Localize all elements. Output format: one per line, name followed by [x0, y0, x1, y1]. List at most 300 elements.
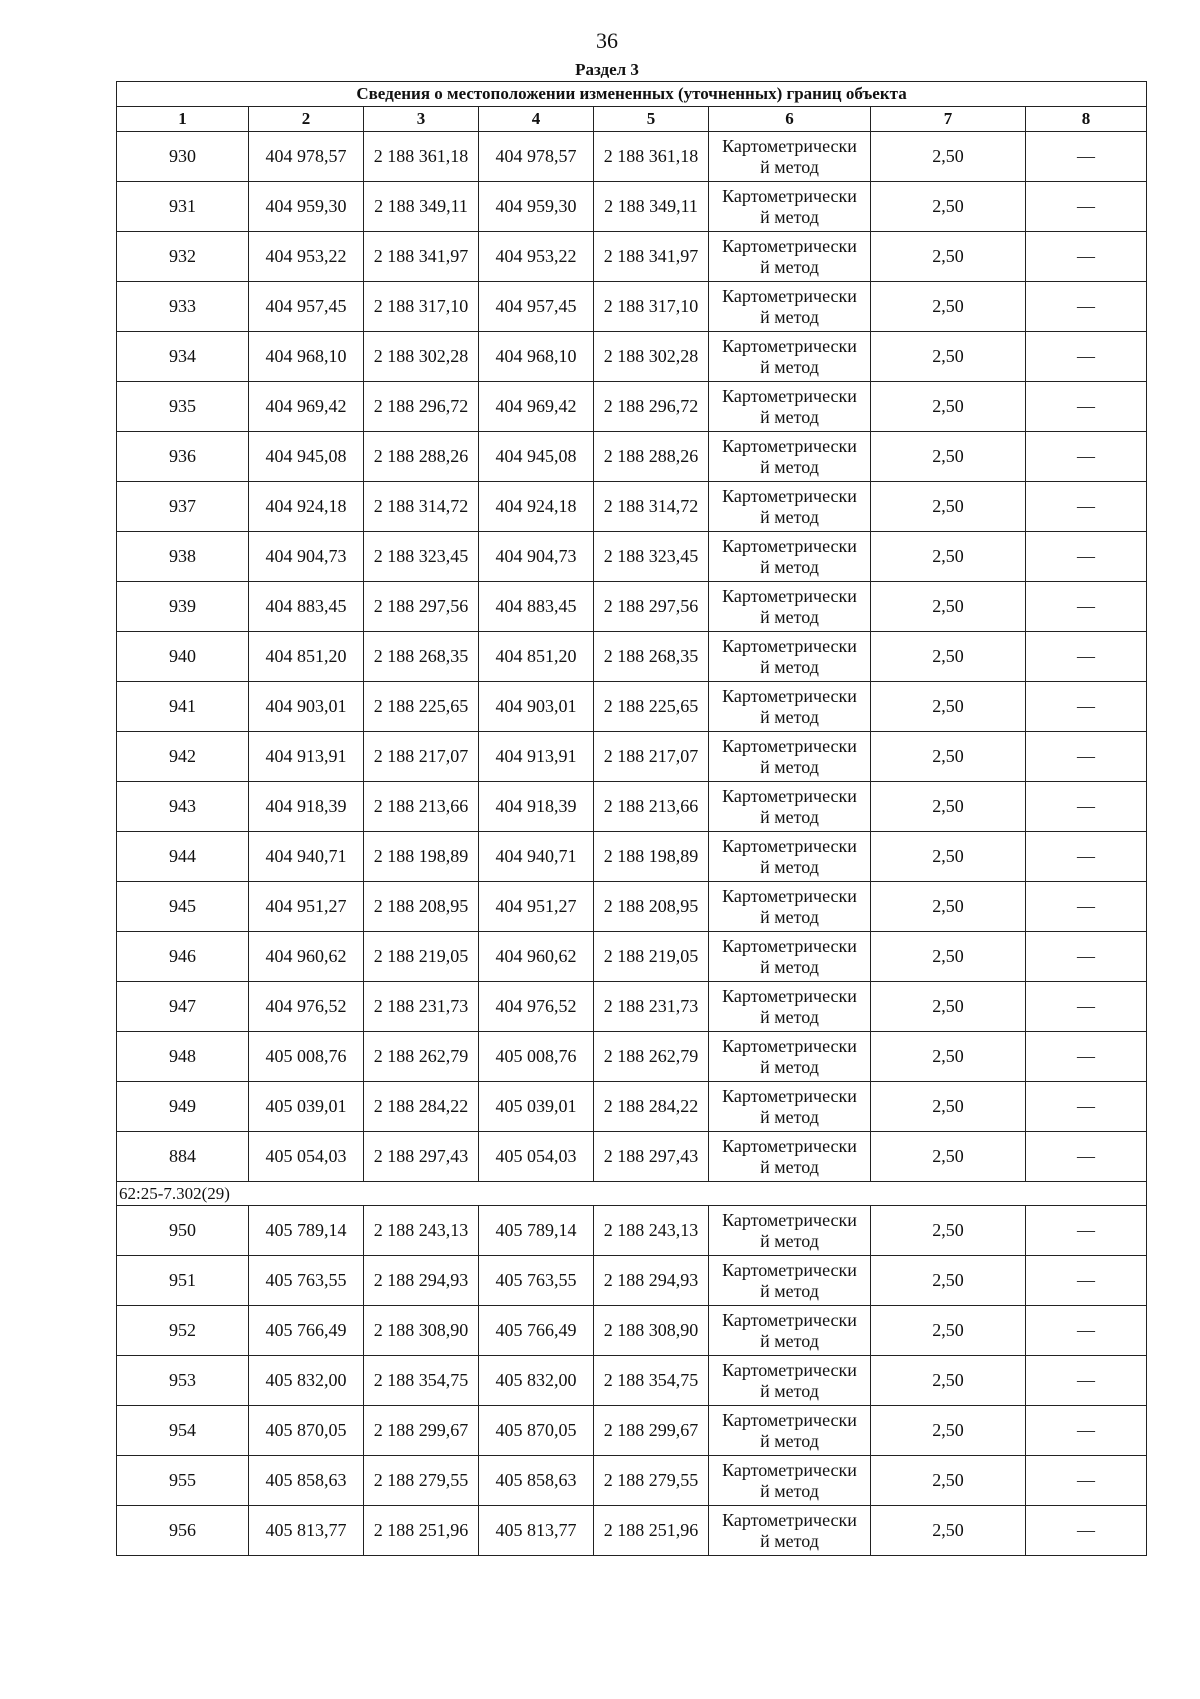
x-coordinate-new: 405 832,00 — [479, 1356, 594, 1406]
point-number: 941 — [117, 682, 249, 732]
x-coordinate-new: 404 976,52 — [479, 982, 594, 1032]
method-text-line2: й метод — [760, 1006, 819, 1027]
x-coordinate-new: 404 978,57 — [479, 132, 594, 182]
precision-value: 2,50 — [871, 1132, 1026, 1182]
x-coordinate-new: 405 813,77 — [479, 1506, 594, 1556]
y-coordinate-new: 2 188 294,93 — [594, 1256, 709, 1306]
method-text-line1: Картометрически — [722, 535, 857, 556]
method-text-line2: й метод — [760, 556, 819, 577]
method-cell — [709, 782, 871, 832]
x-coordinate-new: 404 959,30 — [479, 182, 594, 232]
dash-mark: — — [1026, 1206, 1147, 1256]
y-coordinate-new: 2 188 349,11 — [594, 182, 709, 232]
dash-mark: — — [1026, 882, 1147, 932]
y-coordinate-new: 2 188 279,55 — [594, 1456, 709, 1506]
precision-value: 2,50 — [871, 232, 1026, 282]
dash-mark: — — [1026, 1256, 1147, 1306]
table-row — [117, 282, 1147, 332]
precision-value: 2,50 — [871, 132, 1026, 182]
y-coordinate-new: 2 188 317,10 — [594, 282, 709, 332]
y-coordinate-old: 2 188 225,65 — [364, 682, 479, 732]
point-number: 944 — [117, 832, 249, 882]
point-number: 954 — [117, 1406, 249, 1456]
dash-mark: — — [1026, 232, 1147, 282]
y-coordinate-new: 2 188 288,26 — [594, 432, 709, 482]
x-coordinate-new: 404 969,42 — [479, 382, 594, 432]
table-row — [117, 1082, 1147, 1132]
x-coordinate-old: 405 763,55 — [249, 1256, 364, 1306]
y-coordinate-new: 2 188 231,73 — [594, 982, 709, 1032]
table-row — [117, 232, 1147, 282]
x-coordinate-old: 404 969,42 — [249, 382, 364, 432]
method-text-line2: й метод — [760, 1230, 819, 1251]
dash-mark: — — [1026, 1506, 1147, 1556]
dash-mark: — — [1026, 532, 1147, 582]
method-cell — [709, 332, 871, 382]
table-row — [117, 1306, 1147, 1356]
y-coordinate-new: 2 188 297,43 — [594, 1132, 709, 1182]
method-text-line1: Картометрически — [722, 835, 857, 856]
method-text-line1: Картометрически — [722, 1359, 857, 1380]
x-coordinate-new: 405 008,76 — [479, 1032, 594, 1082]
precision-value: 2,50 — [871, 182, 1026, 232]
table-caption-row — [117, 82, 1147, 107]
precision-value: 2,50 — [871, 1206, 1026, 1256]
y-coordinate-new: 2 188 361,18 — [594, 132, 709, 182]
method-text-line2: й метод — [760, 1430, 819, 1451]
method-text-line1: Картометрически — [722, 585, 857, 606]
x-coordinate-new: 404 903,01 — [479, 682, 594, 732]
y-coordinate-new: 2 188 268,35 — [594, 632, 709, 682]
method-text-line1: Картометрически — [722, 735, 857, 756]
dash-mark: — — [1026, 1082, 1147, 1132]
table-row — [117, 182, 1147, 232]
precision-value: 2,50 — [871, 782, 1026, 832]
x-coordinate-old: 404 918,39 — [249, 782, 364, 832]
method-text-line2: й метод — [760, 506, 819, 527]
x-coordinate-old: 404 924,18 — [249, 482, 364, 532]
x-coordinate-new: 404 940,71 — [479, 832, 594, 882]
point-number: 938 — [117, 532, 249, 582]
table-row — [117, 432, 1147, 482]
method-cell — [709, 382, 871, 432]
x-coordinate-new: 404 883,45 — [479, 582, 594, 632]
x-coordinate-new: 405 766,49 — [479, 1306, 594, 1356]
method-cell — [709, 1206, 871, 1256]
method-text-line2: й метод — [760, 156, 819, 177]
dash-mark: — — [1026, 1032, 1147, 1082]
precision-value: 2,50 — [871, 1256, 1026, 1306]
x-coordinate-old: 405 832,00 — [249, 1356, 364, 1406]
table-row — [117, 982, 1147, 1032]
table-row — [117, 1406, 1147, 1456]
precision-value: 2,50 — [871, 1032, 1026, 1082]
y-coordinate-new: 2 188 314,72 — [594, 482, 709, 532]
point-number: 934 — [117, 332, 249, 382]
x-coordinate-new: 404 960,62 — [479, 932, 594, 982]
method-text-line2: й метод — [760, 606, 819, 627]
x-coordinate-new: 405 789,14 — [479, 1206, 594, 1256]
point-number: 942 — [117, 732, 249, 782]
x-coordinate-new: 404 924,18 — [479, 482, 594, 532]
x-coordinate-old: 405 008,76 — [249, 1032, 364, 1082]
method-text-line1: Картометрически — [722, 635, 857, 656]
dash-mark: — — [1026, 1356, 1147, 1406]
dash-mark: — — [1026, 832, 1147, 882]
dash-mark: — — [1026, 682, 1147, 732]
table-row — [117, 632, 1147, 682]
y-coordinate-old: 2 188 251,96 — [364, 1506, 479, 1556]
y-coordinate-new: 2 188 302,28 — [594, 332, 709, 382]
dash-mark: — — [1026, 1456, 1147, 1506]
parcel-number: 62:25-7.302(29) — [117, 1182, 1147, 1206]
point-number: 952 — [117, 1306, 249, 1356]
dash-mark: — — [1026, 982, 1147, 1032]
table-caption: Сведения о местоположении измененных (уточненных) границ объекта — [117, 82, 1147, 107]
y-coordinate-old: 2 188 262,79 — [364, 1032, 479, 1082]
method-cell — [709, 1082, 871, 1132]
table-row — [117, 1032, 1147, 1082]
x-coordinate-new: 404 945,08 — [479, 432, 594, 482]
method-cell — [709, 632, 871, 682]
x-coordinate-old: 404 940,71 — [249, 832, 364, 882]
column-number: 5 — [594, 107, 709, 132]
method-cell — [709, 932, 871, 982]
y-coordinate-new: 2 188 299,67 — [594, 1406, 709, 1456]
method-text-line1: Картометрически — [722, 1209, 857, 1230]
y-coordinate-new: 2 188 198,89 — [594, 832, 709, 882]
point-number: 945 — [117, 882, 249, 932]
x-coordinate-old: 404 959,30 — [249, 182, 364, 232]
precision-value: 2,50 — [871, 1356, 1026, 1406]
method-text-line1: Картометрически — [722, 335, 857, 356]
table-row — [117, 1132, 1147, 1182]
dash-mark: — — [1026, 482, 1147, 532]
y-coordinate-new: 2 188 308,90 — [594, 1306, 709, 1356]
dash-mark: — — [1026, 182, 1147, 232]
table-row — [117, 132, 1147, 182]
method-text-line1: Картометрически — [722, 1035, 857, 1056]
table-row — [117, 1256, 1147, 1306]
dash-mark: — — [1026, 382, 1147, 432]
x-coordinate-new: 404 918,39 — [479, 782, 594, 832]
precision-value: 2,50 — [871, 482, 1026, 532]
x-coordinate-new: 404 913,91 — [479, 732, 594, 782]
column-number-row — [117, 107, 1147, 132]
precision-value: 2,50 — [871, 682, 1026, 732]
x-coordinate-old: 405 858,63 — [249, 1456, 364, 1506]
table-row — [117, 882, 1147, 932]
method-text-line2: й метод — [760, 256, 819, 277]
method-text-line2: й метод — [760, 1280, 819, 1301]
y-coordinate-new: 2 188 354,75 — [594, 1356, 709, 1406]
y-coordinate-old: 2 188 317,10 — [364, 282, 479, 332]
point-number: 939 — [117, 582, 249, 632]
x-coordinate-new: 405 039,01 — [479, 1082, 594, 1132]
point-number: 931 — [117, 182, 249, 232]
method-text-line1: Картометрически — [722, 685, 857, 706]
method-text-line2: й метод — [760, 1056, 819, 1077]
dash-mark: — — [1026, 332, 1147, 382]
y-coordinate-old: 2 188 297,56 — [364, 582, 479, 632]
x-coordinate-old: 404 883,45 — [249, 582, 364, 632]
dash-mark: — — [1026, 732, 1147, 782]
x-coordinate-old: 405 870,05 — [249, 1406, 364, 1456]
y-coordinate-new: 2 188 243,13 — [594, 1206, 709, 1256]
column-number: 1 — [117, 107, 249, 132]
x-coordinate-old: 404 976,52 — [249, 982, 364, 1032]
y-coordinate-old: 2 188 308,90 — [364, 1306, 479, 1356]
x-coordinate-old: 404 904,73 — [249, 532, 364, 582]
method-text-line2: й метод — [760, 1380, 819, 1401]
y-coordinate-old: 2 188 302,28 — [364, 332, 479, 382]
table-row — [117, 1206, 1147, 1256]
x-coordinate-old: 404 945,08 — [249, 432, 364, 482]
x-coordinate-new: 404 968,10 — [479, 332, 594, 382]
y-coordinate-new: 2 188 262,79 — [594, 1032, 709, 1082]
table-row — [117, 582, 1147, 632]
table-row — [117, 932, 1147, 982]
x-coordinate-new: 405 763,55 — [479, 1256, 594, 1306]
method-text-line1: Картометрически — [722, 1309, 857, 1330]
y-coordinate-old: 2 188 198,89 — [364, 832, 479, 882]
precision-value: 2,50 — [871, 1306, 1026, 1356]
point-number: 935 — [117, 382, 249, 432]
method-text-line2: й метод — [760, 706, 819, 727]
x-coordinate-old: 405 813,77 — [249, 1506, 364, 1556]
precision-value: 2,50 — [871, 432, 1026, 482]
point-number: 933 — [117, 282, 249, 332]
x-coordinate-old: 405 766,49 — [249, 1306, 364, 1356]
point-number: 943 — [117, 782, 249, 832]
dash-mark: — — [1026, 932, 1147, 982]
method-text-line1: Картометрически — [722, 185, 857, 206]
table-body — [117, 82, 1147, 1556]
precision-value: 2,50 — [871, 732, 1026, 782]
y-coordinate-old: 2 188 314,72 — [364, 482, 479, 532]
point-number: 950 — [117, 1206, 249, 1256]
method-text-line1: Картометрически — [722, 385, 857, 406]
method-text-line2: й метод — [760, 206, 819, 227]
x-coordinate-old: 404 903,01 — [249, 682, 364, 732]
y-coordinate-new: 2 188 219,05 — [594, 932, 709, 982]
precision-value: 2,50 — [871, 932, 1026, 982]
method-cell — [709, 1406, 871, 1456]
y-coordinate-new: 2 188 341,97 — [594, 232, 709, 282]
method-cell — [709, 1032, 871, 1082]
page-number: 36 — [596, 28, 618, 53]
method-cell — [709, 132, 871, 182]
method-cell — [709, 582, 871, 632]
dash-mark: — — [1026, 632, 1147, 682]
boundary-table — [116, 81, 1147, 1556]
method-cell — [709, 732, 871, 782]
method-cell — [709, 432, 871, 482]
point-number: 949 — [117, 1082, 249, 1132]
method-text-line2: й метод — [760, 1156, 819, 1177]
y-coordinate-old: 2 188 213,66 — [364, 782, 479, 832]
method-text-line1: Картометрически — [722, 785, 857, 806]
precision-value: 2,50 — [871, 582, 1026, 632]
table-row — [117, 1506, 1147, 1556]
y-coordinate-old: 2 188 341,97 — [364, 232, 479, 282]
point-number: 930 — [117, 132, 249, 182]
column-number: 6 — [709, 107, 871, 132]
y-coordinate-new: 2 188 284,22 — [594, 1082, 709, 1132]
method-text-line1: Картометрически — [722, 935, 857, 956]
precision-value: 2,50 — [871, 1506, 1026, 1556]
precision-value: 2,50 — [871, 982, 1026, 1032]
method-text-line1: Картометрически — [722, 485, 857, 506]
column-number: 2 — [249, 107, 364, 132]
method-cell — [709, 882, 871, 932]
y-coordinate-old: 2 188 323,45 — [364, 532, 479, 582]
point-number: 951 — [117, 1256, 249, 1306]
point-number: 953 — [117, 1356, 249, 1406]
method-cell — [709, 682, 871, 732]
column-number: 7 — [871, 107, 1026, 132]
precision-value: 2,50 — [871, 532, 1026, 582]
table-row — [117, 482, 1147, 532]
y-coordinate-old: 2 188 297,43 — [364, 1132, 479, 1182]
method-text-line1: Картометрически — [722, 1135, 857, 1156]
method-text-line2: й метод — [760, 806, 819, 827]
method-text-line2: й метод — [760, 756, 819, 777]
y-coordinate-new: 2 188 323,45 — [594, 532, 709, 582]
method-text-line2: й метод — [760, 406, 819, 427]
precision-value: 2,50 — [871, 332, 1026, 382]
dash-mark: — — [1026, 782, 1147, 832]
x-coordinate-old: 404 953,22 — [249, 232, 364, 282]
x-coordinate-old: 404 951,27 — [249, 882, 364, 932]
section-title: Раздел 3 — [575, 60, 639, 79]
method-text-line1: Картометрически — [722, 985, 857, 1006]
method-cell — [709, 982, 871, 1032]
method-text-line1: Картометрически — [722, 135, 857, 156]
y-coordinate-new: 2 188 208,95 — [594, 882, 709, 932]
method-cell — [709, 1256, 871, 1306]
y-coordinate-new: 2 188 297,56 — [594, 582, 709, 632]
method-text-line1: Картометрически — [722, 235, 857, 256]
table-row — [117, 782, 1147, 832]
x-coordinate-old: 405 039,01 — [249, 1082, 364, 1132]
method-cell — [709, 532, 871, 582]
y-coordinate-old: 2 188 268,35 — [364, 632, 479, 682]
y-coordinate-new: 2 188 251,96 — [594, 1506, 709, 1556]
y-coordinate-old: 2 188 231,73 — [364, 982, 479, 1032]
method-cell — [709, 1506, 871, 1556]
method-text-line2: й метод — [760, 1106, 819, 1127]
method-text-line1: Картометрически — [722, 1085, 857, 1106]
method-cell — [709, 832, 871, 882]
x-coordinate-old: 405 054,03 — [249, 1132, 364, 1182]
precision-value: 2,50 — [871, 882, 1026, 932]
parcel-group-row — [117, 1182, 1147, 1206]
method-text-line2: й метод — [760, 1530, 819, 1551]
method-text-line2: й метод — [760, 356, 819, 377]
point-number: 946 — [117, 932, 249, 982]
method-text-line1: Картометрически — [722, 1509, 857, 1530]
x-coordinate-old: 404 978,57 — [249, 132, 364, 182]
dash-mark: — — [1026, 132, 1147, 182]
x-coordinate-new: 404 904,73 — [479, 532, 594, 582]
y-coordinate-old: 2 188 299,67 — [364, 1406, 479, 1456]
x-coordinate-new: 404 851,20 — [479, 632, 594, 682]
y-coordinate-new: 2 188 225,65 — [594, 682, 709, 732]
dash-mark: — — [1026, 1406, 1147, 1456]
y-coordinate-old: 2 188 349,11 — [364, 182, 479, 232]
precision-value: 2,50 — [871, 832, 1026, 882]
method-cell — [709, 282, 871, 332]
column-number: 8 — [1026, 107, 1147, 132]
x-coordinate-new: 405 054,03 — [479, 1132, 594, 1182]
x-coordinate-new: 404 953,22 — [479, 232, 594, 282]
method-text-line2: й метод — [760, 1480, 819, 1501]
y-coordinate-old: 2 188 279,55 — [364, 1456, 479, 1506]
point-number: 936 — [117, 432, 249, 482]
method-text-line1: Картометрически — [722, 1459, 857, 1480]
column-number: 3 — [364, 107, 479, 132]
y-coordinate-old: 2 188 288,26 — [364, 432, 479, 482]
precision-value: 2,50 — [871, 1456, 1026, 1506]
table-row — [117, 382, 1147, 432]
precision-value: 2,50 — [871, 1082, 1026, 1132]
point-number: 955 — [117, 1456, 249, 1506]
y-coordinate-new: 2 188 213,66 — [594, 782, 709, 832]
dash-mark: — — [1026, 1306, 1147, 1356]
point-number: 940 — [117, 632, 249, 682]
x-coordinate-old: 404 851,20 — [249, 632, 364, 682]
y-coordinate-old: 2 188 294,93 — [364, 1256, 479, 1306]
y-coordinate-old: 2 188 219,05 — [364, 932, 479, 982]
table-row — [117, 332, 1147, 382]
method-text-line2: й метод — [760, 456, 819, 477]
precision-value: 2,50 — [871, 632, 1026, 682]
table-row — [117, 532, 1147, 582]
method-text-line2: й метод — [760, 656, 819, 677]
column-number: 4 — [479, 107, 594, 132]
point-number: 956 — [117, 1506, 249, 1556]
dash-mark: — — [1026, 432, 1147, 482]
x-coordinate-old: 405 789,14 — [249, 1206, 364, 1256]
precision-value: 2,50 — [871, 382, 1026, 432]
method-text-line1: Картометрически — [722, 885, 857, 906]
precision-value: 2,50 — [871, 282, 1026, 332]
table-row — [117, 1356, 1147, 1406]
y-coordinate-old: 2 188 361,18 — [364, 132, 479, 182]
method-text-line1: Картометрически — [722, 435, 857, 456]
y-coordinate-new: 2 188 296,72 — [594, 382, 709, 432]
point-number: 884 — [117, 1132, 249, 1182]
table-row — [117, 682, 1147, 732]
method-cell — [709, 1306, 871, 1356]
table-row — [117, 732, 1147, 782]
method-cell — [709, 1132, 871, 1182]
method-cell — [709, 232, 871, 282]
x-coordinate-new: 404 957,45 — [479, 282, 594, 332]
x-coordinate-old: 404 913,91 — [249, 732, 364, 782]
method-text-line1: Картометрически — [722, 285, 857, 306]
method-cell — [709, 1356, 871, 1406]
y-coordinate-old: 2 188 296,72 — [364, 382, 479, 432]
method-cell — [709, 182, 871, 232]
dash-mark: — — [1026, 582, 1147, 632]
y-coordinate-old: 2 188 284,22 — [364, 1082, 479, 1132]
y-coordinate-old: 2 188 354,75 — [364, 1356, 479, 1406]
x-coordinate-old: 404 957,45 — [249, 282, 364, 332]
x-coordinate-new: 405 870,05 — [479, 1406, 594, 1456]
method-cell — [709, 482, 871, 532]
